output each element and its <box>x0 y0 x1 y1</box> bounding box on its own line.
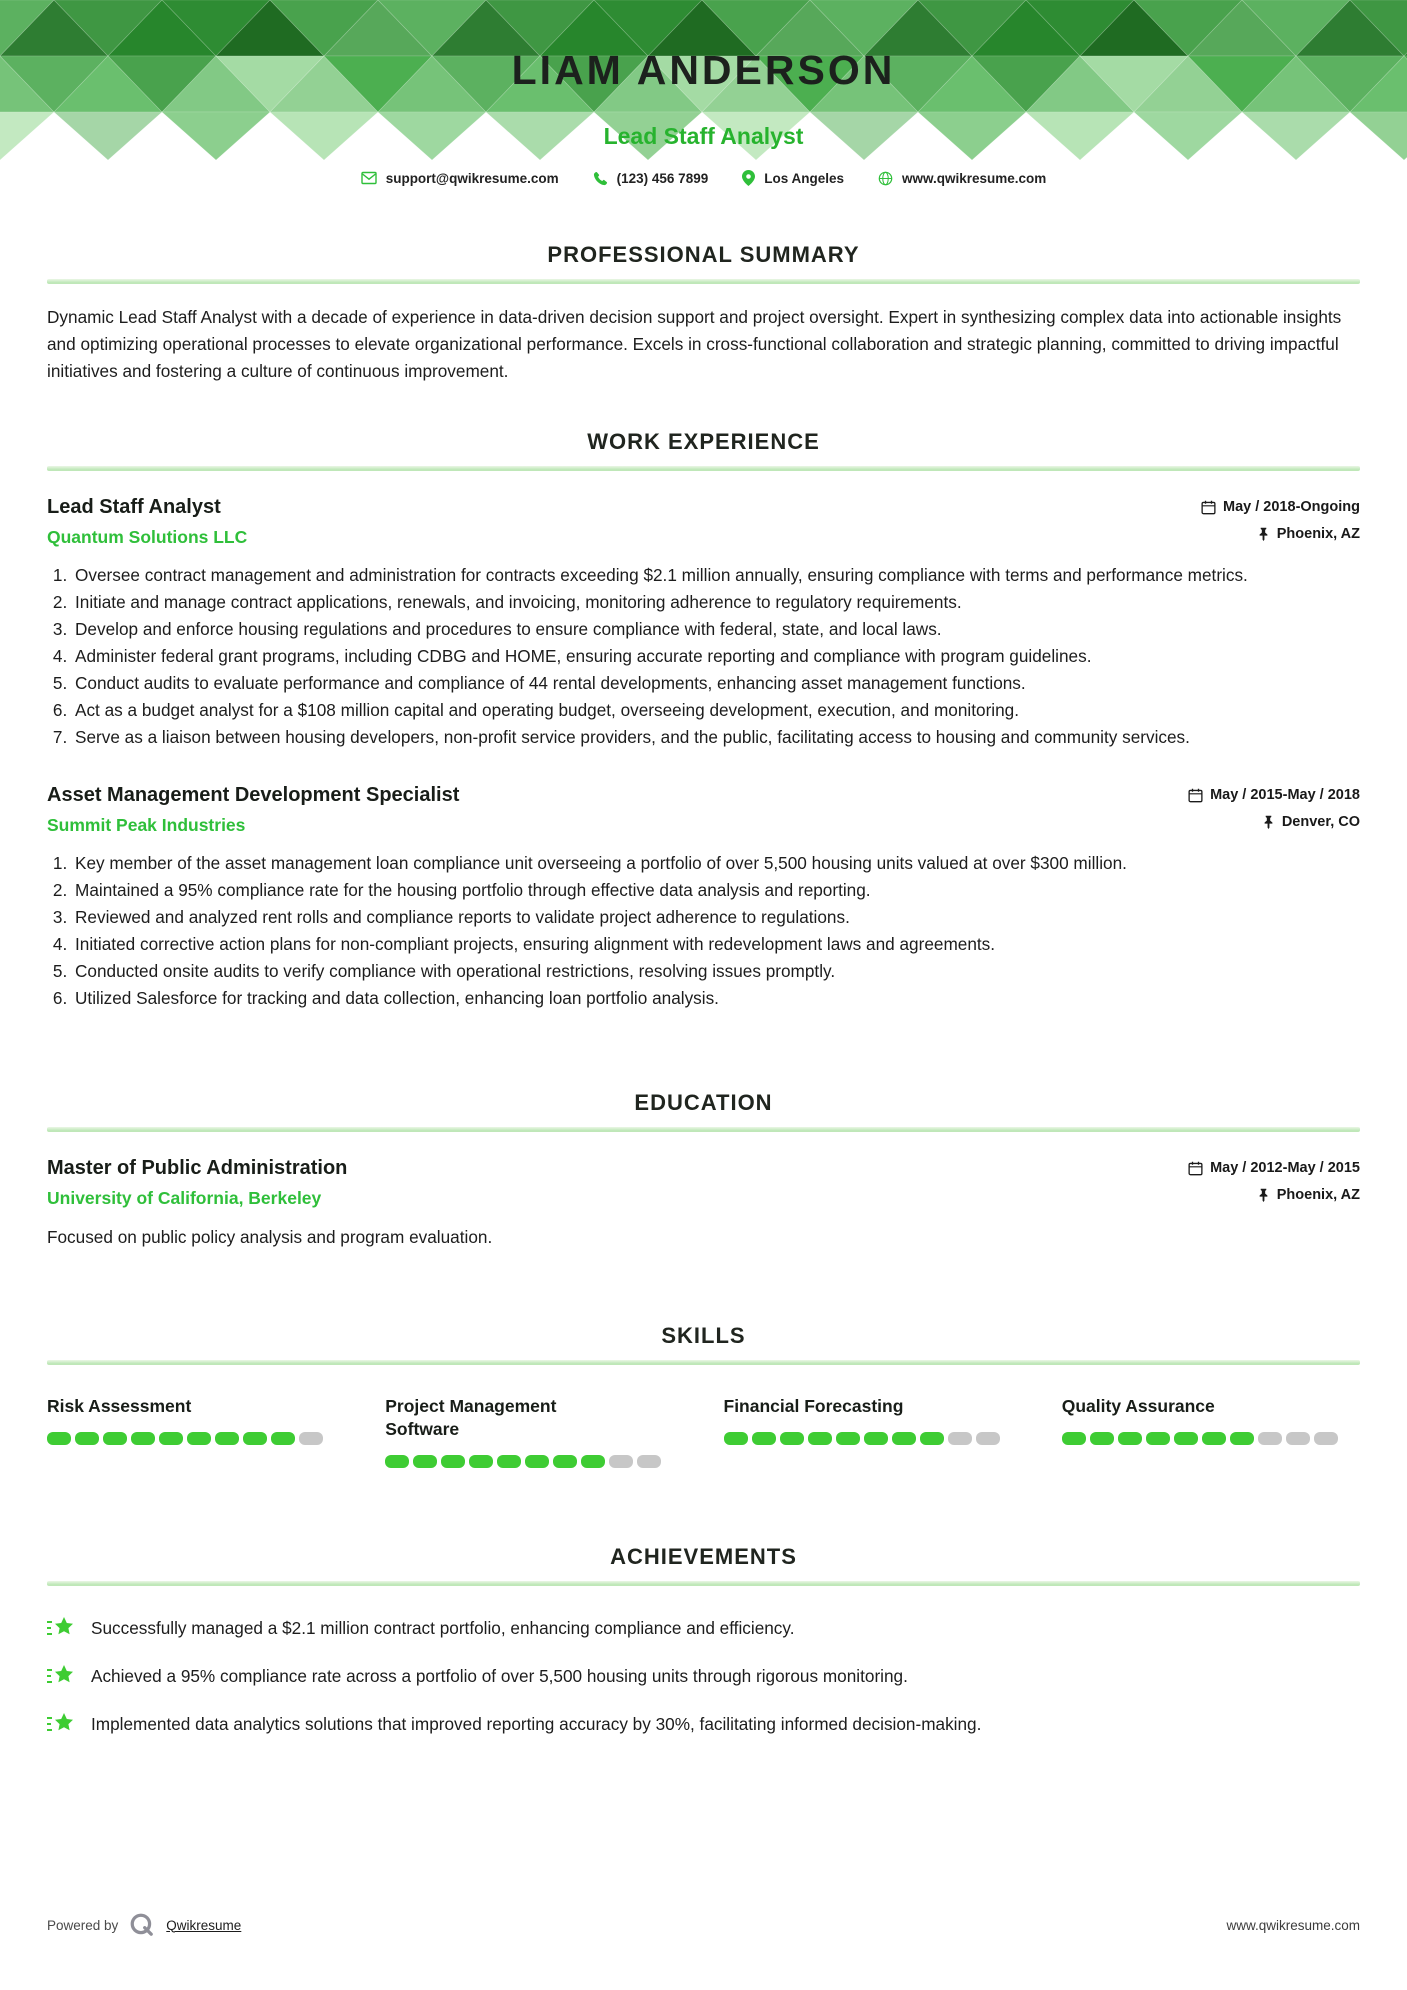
job-dates <box>1201 499 1360 515</box>
footer-brand <box>47 1912 241 1938</box>
qwikresume-link[interactable]: Qwikresume <box>166 1917 242 1933</box>
education-dates <box>1188 1160 1360 1176</box>
education-entry-left <box>47 1158 347 1209</box>
skill-dot-filled <box>1118 1432 1142 1445</box>
job-location <box>1262 814 1360 830</box>
skill-dot-filled <box>780 1432 804 1445</box>
experience-entry-left <box>47 497 247 548</box>
skill-dot-filled <box>131 1432 155 1445</box>
experience-section-title: WORK EXPERIENCE <box>587 429 820 454</box>
education-location-text: Phoenix, AZ <box>1276 1187 1360 1203</box>
job-dates-text: May / 2018-Ongoing <box>1223 499 1360 515</box>
skill-dot-filled <box>1146 1432 1170 1445</box>
pushpin-icon <box>1257 527 1270 541</box>
contact-location[interactable] <box>742 170 844 186</box>
skill-level-dots <box>1062 1432 1360 1445</box>
star-icon <box>47 1712 75 1736</box>
job-role: Asset Management Development Specialist <box>47 784 460 806</box>
skill-level-dots <box>385 1455 683 1468</box>
calendar-icon <box>1188 1161 1203 1176</box>
summary-section-title: PROFESSIONAL SUMMARY <box>547 242 860 267</box>
contact-email[interactable] <box>361 171 559 186</box>
achievement-text: Implemented data analytics solutions that improved reporting accuracy by 30%, facilitating informed decision-making. <box>91 1714 982 1734</box>
skill-dot-filled <box>413 1455 437 1468</box>
job-location-text: Phoenix, AZ <box>1276 526 1360 542</box>
experience-section-divider <box>47 466 1360 471</box>
job-bullet: 5. Conducted onsite audits to verify compliance with operational restrictions, resolving issues promptly. <box>72 958 1360 985</box>
contact-row <box>0 170 1407 186</box>
skill-item <box>385 1395 683 1468</box>
skill-name: Risk Assessment <box>47 1396 192 1416</box>
skills-grid <box>47 1395 1360 1468</box>
job-bullet: 7. Serve as a liaison between housing developers, non-profit service providers, and the public, facilitating access to housing and community services. <box>72 724 1360 751</box>
page-footer <box>0 1912 1407 1990</box>
skills-section-title: SKILLS <box>661 1323 746 1348</box>
phone-icon <box>593 171 608 186</box>
job-bullet: 3. Reviewed and analyzed rent rolls and compliance reports to validate project adherence to regulations. <box>72 904 1360 931</box>
education-entry-header <box>47 1158 1360 1209</box>
skill-dot-filled <box>808 1432 832 1445</box>
skill-name: Quality Assurance <box>1061 1396 1215 1416</box>
experience-entry <box>47 785 1360 1012</box>
skill-dot-filled <box>525 1455 549 1468</box>
job-bullet: 6. Act as a budget analyst for a $108 million capital and operating budget, overseeing development, execution, and monitoring. <box>72 697 1360 724</box>
job-bullet: 1. Key member of the asset management loan compliance unit overseeing a portfolio of over 5,500 housing units valued at over $300 million. <box>72 850 1360 877</box>
job-bullet: 4. Administer federal grant programs, including CDBG and HOME, ensuring accurate reporting and compliance with program guidelines. <box>72 643 1360 670</box>
skill-item <box>724 1395 1022 1468</box>
experience-entry-header <box>47 497 1360 548</box>
experience-entry-header <box>47 785 1360 836</box>
skill-dot-filled <box>271 1432 295 1445</box>
job-dates <box>1188 787 1360 803</box>
job-bullet: 3. Develop and enforce housing regulations and procedures to ensure compliance with federal, state, and local laws. <box>72 616 1360 643</box>
experience-entry <box>47 497 1360 751</box>
skill-dot-filled <box>103 1432 127 1445</box>
skill-dot-filled <box>1174 1432 1198 1445</box>
skill-dot-filled <box>187 1432 211 1445</box>
summary-text: Dynamic Lead Staff Analyst with a decade of experience in data-driven decision support and project oversight. Expert in synthesizing complex data into actionable insights and optimizing operational processes to elevate organizational performance. Excels in cross-functional collaboration and strategic planning, committed to driving impactful initiatives and fostering a culture of continuous improvement. <box>47 307 1342 381</box>
person-name: LIAM ANDERSON <box>511 47 896 93</box>
achievements-section-title: ACHIEVEMENTS <box>610 1544 797 1569</box>
skill-dot-filled <box>1090 1432 1114 1445</box>
calendar-icon <box>1201 500 1216 515</box>
education-section-divider <box>47 1127 1360 1132</box>
education-section-title: EDUCATION <box>634 1090 773 1115</box>
skill-dot-empty <box>609 1455 633 1468</box>
skill-dot-filled <box>836 1432 860 1445</box>
skill-dot-filled <box>215 1432 239 1445</box>
skill-dot-empty <box>299 1432 323 1445</box>
skill-dot-filled <box>385 1455 409 1468</box>
achievement-item <box>47 1664 1360 1688</box>
calendar-icon <box>1188 788 1203 803</box>
achievement-item <box>47 1712 1360 1736</box>
skill-dot-empty <box>976 1432 1000 1445</box>
school-name: University of California, Berkeley <box>47 1188 322 1208</box>
skill-dot-filled <box>920 1432 944 1445</box>
pushpin-icon <box>1262 815 1275 829</box>
job-dates-text: May / 2015-May / 2018 <box>1210 787 1360 803</box>
skill-dot-empty <box>637 1455 661 1468</box>
skill-level-dots <box>724 1432 1022 1445</box>
contact-location-text: Los Angeles <box>764 170 844 186</box>
qwikresume-logo-icon <box>129 1912 155 1938</box>
experience-entry-left <box>47 785 459 836</box>
skill-dot-empty <box>1286 1432 1310 1445</box>
skill-dot-filled <box>581 1455 605 1468</box>
job-location <box>1257 526 1360 542</box>
education-location <box>1257 1187 1360 1203</box>
job-bullet: 2. Initiate and manage contract applications, renewals, and invoicing, monitoring adherence to regulatory requirements. <box>72 589 1360 616</box>
contact-email-text: support@qwikresume.com <box>385 170 559 186</box>
contact-phone-text: (123) 456 7899 <box>616 170 709 186</box>
skill-dot-filled <box>469 1455 493 1468</box>
experience-entry-right <box>1201 497 1360 542</box>
skill-dot-empty <box>1258 1432 1282 1445</box>
star-icon <box>47 1664 75 1688</box>
education-dates-text: May / 2012-May / 2015 <box>1210 1160 1360 1176</box>
job-bullet: 4. Initiated corrective action plans for non-compliant projects, ensuring alignment with redevelopment laws and agreements. <box>72 931 1360 958</box>
contact-website-text: www.qwikresume.com <box>902 170 1047 186</box>
pushpin-icon <box>1257 1188 1270 1202</box>
job-bullet-list <box>47 562 1360 751</box>
education-entry <box>47 1158 1360 1251</box>
header-banner <box>0 0 1407 198</box>
skills-section-divider <box>47 1360 1360 1365</box>
skill-dot-filled <box>1202 1432 1226 1445</box>
job-role: Lead Staff Analyst <box>47 496 221 518</box>
skill-dot-empty <box>948 1432 972 1445</box>
skill-dot-filled <box>497 1455 521 1468</box>
education-description: Focused on public policy analysis and program evaluation. <box>47 1227 493 1247</box>
star-icon <box>47 1616 75 1640</box>
degree-name: Master of Public Administration <box>47 1157 348 1179</box>
skill-name: Financial Forecasting <box>723 1396 904 1416</box>
job-bullet: 5. Conduct audits to evaluate performance and compliance of 44 rental developments, enhancing asset management functions. <box>72 670 1360 697</box>
person-job-title: Lead Staff Analyst <box>603 123 804 149</box>
skill-dot-filled <box>243 1432 267 1445</box>
achievements-list <box>47 1616 1360 1736</box>
skill-dot-filled <box>724 1432 748 1445</box>
education-entry-right <box>1188 1158 1360 1203</box>
skill-item <box>47 1395 345 1468</box>
skill-dot-filled <box>441 1455 465 1468</box>
powered-by-label: Powered by <box>47 1917 119 1933</box>
skill-dot-empty <box>1314 1432 1338 1445</box>
job-bullet: 2. Maintained a 95% compliance rate for the housing portfolio through effective data analysis and reporting. <box>72 877 1360 904</box>
contact-website[interactable] <box>878 171 1046 186</box>
achievements-section-divider <box>47 1581 1360 1586</box>
globe-icon <box>878 171 893 186</box>
skill-level-dots <box>47 1432 345 1445</box>
skill-dot-filled <box>752 1432 776 1445</box>
experience-entry-right <box>1188 785 1360 830</box>
job-bullet: 1. Oversee contract management and administration for contracts exceeding $2.1 million annually, ensuring compliance with terms and performance metrics. <box>72 562 1360 589</box>
skill-dot-filled <box>75 1432 99 1445</box>
job-company: Quantum Solutions LLC <box>47 527 248 547</box>
skill-dot-filled <box>1062 1432 1086 1445</box>
location-pin-icon <box>742 170 755 186</box>
job-location-text: Denver, CO <box>1281 814 1360 830</box>
job-company: Summit Peak Industries <box>47 815 246 835</box>
achievement-text: Achieved a 95% compliance rate across a portfolio of over 5,500 housing units through rigorous monitoring. <box>91 1666 908 1686</box>
resume-body <box>0 198 1407 1736</box>
summary-section-divider <box>47 279 1360 284</box>
skill-name: Project Management Software <box>385 1396 557 1439</box>
skill-dot-filled <box>1230 1432 1254 1445</box>
skill-dot-filled <box>159 1432 183 1445</box>
skill-dot-filled <box>892 1432 916 1445</box>
job-bullet-list <box>47 850 1360 1012</box>
envelope-icon <box>361 171 377 185</box>
achievement-text: Successfully managed a $2.1 million contract portfolio, enhancing compliance and efficiency. <box>91 1618 795 1638</box>
contact-phone[interactable] <box>593 171 709 186</box>
skill-dot-filled <box>553 1455 577 1468</box>
skill-dot-filled <box>47 1432 71 1445</box>
skill-item <box>1062 1395 1360 1468</box>
skill-dot-filled <box>864 1432 888 1445</box>
footer-website-link[interactable]: www.qwikresume.com <box>1226 1917 1360 1933</box>
achievement-item <box>47 1616 1360 1640</box>
job-bullet: 6. Utilized Salesforce for tracking and data collection, enhancing loan portfolio analysis. <box>72 985 1360 1012</box>
